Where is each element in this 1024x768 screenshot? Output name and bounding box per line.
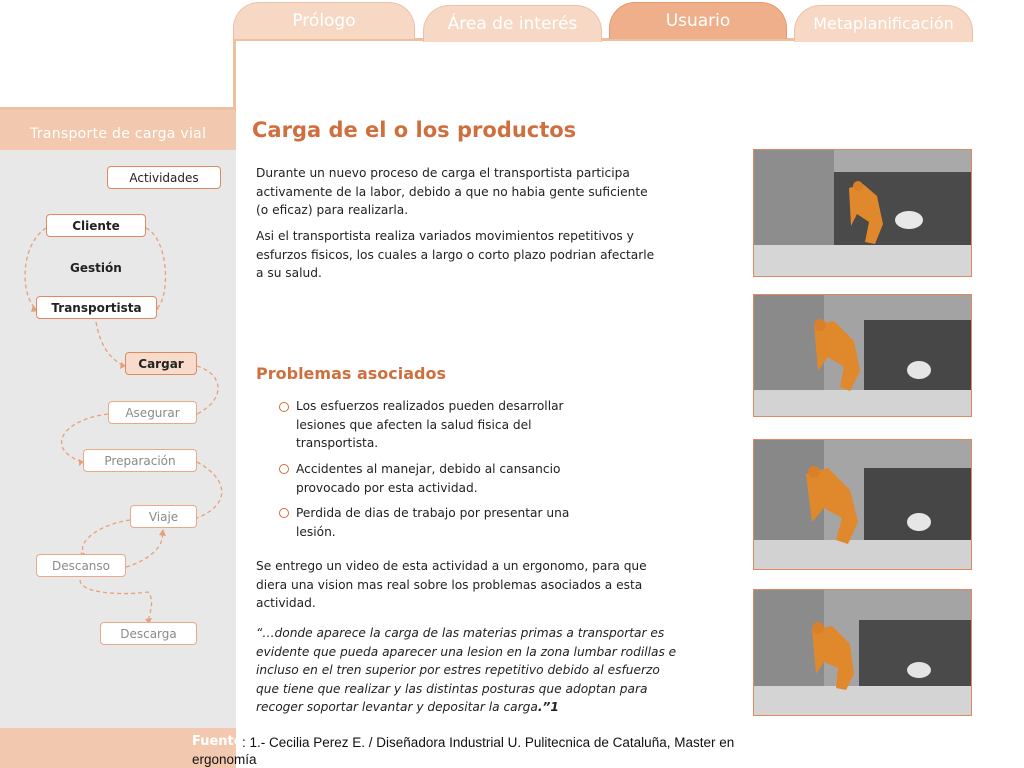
video-paragraph: Se entrego un video de esta actividad a un ergonomo, para que diera una vision mas real sobre los problemas asociados a esta actividad.: [256, 559, 647, 610]
intro-paragraph: Durante un nuevo proceso de carga el transportista participa activamente de la labor, debido a que no habia gente suficiente (o eficaz) para realizarla.: [256, 166, 648, 217]
node-asegurar[interactable]: Asegurar: [108, 401, 197, 424]
node-descanso[interactable]: Descanso: [36, 554, 126, 577]
problem-item: Perdida de dias de trabajo por presentar una lesión.: [296, 506, 570, 539]
bullet-circle-icon: [279, 464, 289, 474]
loading-photo-4: [753, 589, 972, 716]
bullet-circle-icon: [279, 508, 289, 518]
divider-vertical: [233, 40, 236, 110]
effects-paragraph: Asi el transportista realiza variados movimientos repetitivos y esfurzos fisicos, los cuales a largo o corto plazo podrian afectarle a su salud.: [256, 229, 655, 280]
footer-source: : 1.- Cecilia Perez E. / Diseñadora Industrial U. Pulitecnica de Cataluña, Master en ergonomía: [192, 735, 735, 767]
expert-quote: [256, 624, 686, 717]
node-actividades[interactable]: Actividades: [107, 166, 221, 189]
problem-item: Accidentes al manejar, debido al cansancio provocado por esta actividad.: [296, 462, 561, 495]
tab-metaplanificacion[interactable]: Metaplanificación: [794, 5, 973, 42]
node-preparacion[interactable]: Preparación: [83, 449, 197, 472]
problems-title: Problemas asociados: [256, 364, 447, 383]
node-descarga[interactable]: Descarga: [100, 622, 197, 645]
quote-text: “…donde aparece la carga de las materias primas a transportar es evidente que pueda aparecer una lesion en la zona lumbar rodillas e incluso en el tren superior por estres repetitivo debido al esfuerzo que tiene que realizar y las distintas posturas que adoptan para recoger soportar levantar y depositar la carga: [256, 626, 677, 714]
divider-left: [0, 107, 236, 110]
problem-item: Los esfuerzos realizados pueden desarrollar lesiones que afecten la salud fisica del transportista.: [296, 399, 564, 450]
node-viaje[interactable]: Viaje: [130, 505, 197, 528]
node-cliente[interactable]: Cliente: [46, 214, 146, 237]
loading-photo-3: [753, 439, 972, 570]
loading-photo-1: [753, 149, 972, 277]
tab-area-de-interes[interactable]: Área de interés: [423, 5, 602, 42]
quote-end: .”1: [537, 700, 559, 714]
tab-usuario[interactable]: Usuario: [609, 2, 787, 39]
page-title: Carga de el o los productos: [252, 118, 577, 142]
tab-prologo[interactable]: Prólogo: [233, 2, 415, 39]
section-title: Transporte de carga vial: [30, 126, 207, 142]
node-cargar[interactable]: Cargar: [125, 352, 197, 375]
node-gestion: Gestión: [70, 261, 122, 275]
loading-photo-2: [753, 294, 972, 417]
footer-label: Fuente: [192, 734, 243, 749]
node-transportista[interactable]: Transportista: [36, 296, 157, 319]
bullet-circle-icon: [279, 402, 289, 412]
